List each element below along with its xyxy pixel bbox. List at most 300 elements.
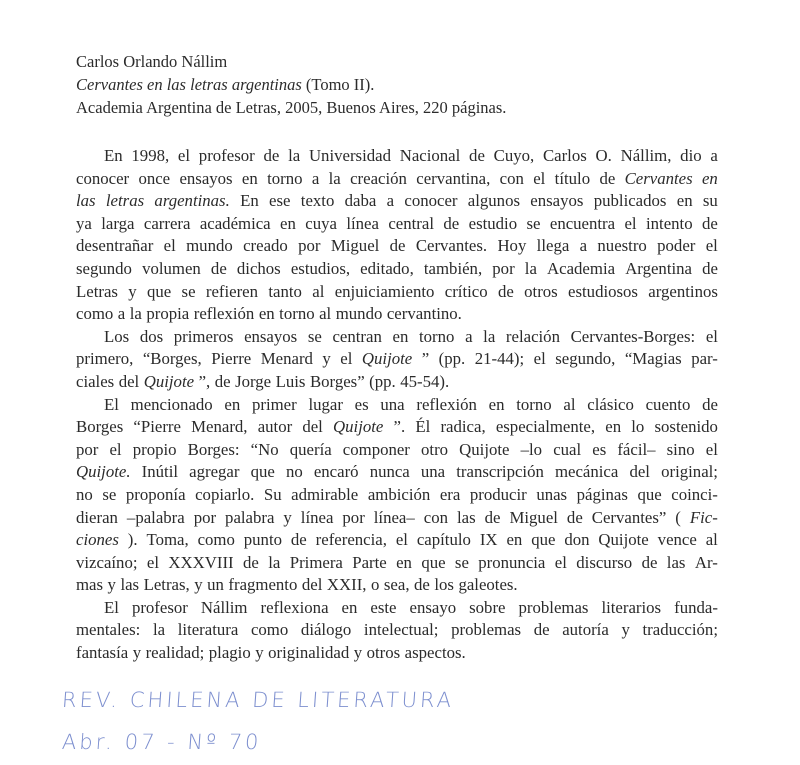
word: del <box>302 417 323 437</box>
paragraph <box>76 597 718 665</box>
text-line <box>76 642 718 665</box>
word: (pp. <box>369 371 396 391</box>
word: la <box>152 620 166 640</box>
word: que <box>421 552 446 572</box>
word: fantasía <box>76 643 129 663</box>
word: el <box>340 349 353 369</box>
word: profesor <box>131 597 188 617</box>
word: par- <box>691 349 718 369</box>
word: por <box>298 236 321 256</box>
word: central <box>388 213 434 233</box>
word: enjuiciamiento <box>334 281 435 301</box>
word: intelectual; <box>363 620 439 640</box>
word: traducción; <box>642 620 718 640</box>
word: o <box>371 575 380 595</box>
word: realidad; <box>145 643 205 663</box>
word: por <box>492 258 515 278</box>
word: ambición <box>367 484 431 504</box>
word: admirable <box>291 484 359 504</box>
word: de <box>533 620 550 640</box>
word: como <box>250 620 289 640</box>
word: problemas <box>451 620 522 640</box>
word: este <box>370 597 397 617</box>
word: mecánica <box>554 462 619 482</box>
word: de <box>497 281 514 301</box>
word: los <box>434 575 454 595</box>
word: la <box>268 552 281 572</box>
word: producir <box>469 484 527 504</box>
word: XXII, <box>326 575 367 595</box>
word: Quijote <box>143 371 195 391</box>
word: de <box>469 146 485 165</box>
word: mundo <box>335 304 383 324</box>
word: del <box>118 371 140 391</box>
word: Quijote <box>361 349 413 369</box>
word: Borges” <box>309 371 365 391</box>
word: original; <box>661 462 718 482</box>
word: de <box>702 394 718 414</box>
word: fácil– <box>617 439 656 459</box>
word: las <box>666 552 686 572</box>
word: relación <box>505 326 560 346</box>
word: Cervantes-Borges: <box>570 326 696 346</box>
paragraph <box>76 145 718 326</box>
word: Fic- <box>689 507 718 527</box>
word: nuestro <box>597 236 647 256</box>
word: palabra <box>225 507 275 527</box>
word: se <box>102 484 117 504</box>
word: originalidad <box>268 643 350 663</box>
word: con <box>423 507 448 527</box>
word: IX <box>479 530 498 550</box>
word: Su <box>263 484 282 504</box>
word: Miguel <box>330 236 380 256</box>
word: y <box>353 643 363 663</box>
word: mencionado <box>130 394 213 414</box>
word: componer <box>342 439 410 459</box>
word: 45-54). <box>400 371 450 391</box>
word: cual <box>553 439 582 459</box>
word: de <box>263 146 280 165</box>
word: ensayo <box>409 597 457 617</box>
book-title: Cervantes en las letras argentinas <box>76 75 302 94</box>
word: encaró <box>313 462 359 482</box>
text-line <box>76 326 718 349</box>
word: (pp. <box>438 349 466 369</box>
word: primer <box>251 394 297 414</box>
text-line <box>76 168 718 191</box>
text-line <box>76 416 718 439</box>
word: dio <box>680 146 702 165</box>
word: estudiosos <box>568 281 638 301</box>
word: Cervantes” <box>591 507 667 527</box>
word: como <box>76 304 114 324</box>
word: el <box>146 552 160 572</box>
word: título <box>554 168 591 188</box>
word: también, <box>423 258 483 278</box>
word: conocer <box>404 191 458 211</box>
text-line <box>76 303 718 326</box>
word: sea, <box>383 575 410 595</box>
word: Quijote. <box>76 462 131 482</box>
word: reflexiona <box>260 597 329 617</box>
word: daba <box>344 191 377 211</box>
word: por <box>342 507 365 527</box>
word: la <box>129 304 142 324</box>
word: en <box>341 597 358 617</box>
text-line <box>76 371 718 394</box>
word: se <box>307 326 322 346</box>
word: proponía <box>125 484 186 504</box>
word: estudios, <box>290 258 351 278</box>
word: Nacional <box>399 146 461 165</box>
word: Borges <box>76 417 124 437</box>
word: por <box>193 507 217 527</box>
word: el <box>624 213 637 233</box>
word: argentinas. <box>154 191 230 211</box>
word: literarios <box>601 597 662 617</box>
word: a <box>117 304 126 324</box>
word: “Borges, <box>142 349 202 369</box>
word: sobre <box>469 597 506 617</box>
text-line <box>76 484 718 507</box>
word: de <box>599 168 616 188</box>
word: Primera <box>289 552 343 572</box>
word: ciales <box>76 371 115 391</box>
word: como <box>197 530 235 550</box>
word: una <box>420 462 446 482</box>
word: no <box>285 462 303 482</box>
word: torno <box>418 326 455 346</box>
text-line <box>76 461 718 484</box>
word: cuya <box>305 213 337 233</box>
word: ”, <box>198 371 211 391</box>
paragraph <box>76 326 718 394</box>
word: Miguel <box>509 507 558 527</box>
word: coinci- <box>671 484 718 504</box>
word: y <box>132 643 142 663</box>
word: O. <box>595 146 612 165</box>
word: que <box>531 530 556 550</box>
word: El <box>104 394 119 414</box>
word: llega <box>536 236 570 256</box>
text-line <box>76 235 718 258</box>
text-line <box>76 507 718 530</box>
word: centran <box>332 326 382 346</box>
word: desentrañar <box>76 236 154 256</box>
word: el <box>705 326 718 346</box>
word: la <box>483 326 496 346</box>
word: aspectos. <box>404 643 466 663</box>
word: Toma, <box>146 530 189 550</box>
word: de <box>566 507 583 527</box>
word: el <box>705 439 718 459</box>
word: y <box>283 507 292 527</box>
word: Quijote <box>598 530 649 550</box>
word: poder <box>657 236 696 256</box>
paragraph <box>76 394 718 597</box>
text-line <box>76 190 718 213</box>
word: propia <box>146 304 190 324</box>
word: línea– <box>373 507 415 527</box>
word: reflexión <box>416 394 477 414</box>
book-author: Carlos Orlando Nállim <box>76 52 228 71</box>
text-line <box>76 529 718 552</box>
word: el <box>177 146 191 165</box>
word: el <box>109 439 122 459</box>
word: primero, <box>76 349 134 369</box>
word: el <box>533 168 546 188</box>
word: a <box>465 326 473 346</box>
word: texto <box>300 191 335 211</box>
word: ese <box>269 191 291 211</box>
word: refieren <box>205 281 259 301</box>
word: Academia <box>547 258 616 278</box>
word: intento <box>646 213 693 233</box>
word: ( <box>675 507 681 527</box>
word: de <box>290 530 307 550</box>
word: Argentina <box>625 258 692 278</box>
word: y <box>322 349 331 369</box>
word: don <box>564 530 590 550</box>
word: en <box>392 326 409 346</box>
word: quería <box>289 439 332 459</box>
text-line <box>76 619 718 642</box>
word: y <box>128 281 137 301</box>
word: torno <box>267 168 303 188</box>
word: capítulo <box>416 530 471 550</box>
word: unas <box>536 484 568 504</box>
word: Menard, <box>191 417 248 437</box>
word: Los <box>104 326 130 346</box>
word: línea <box>300 507 334 527</box>
word: que <box>250 462 275 482</box>
text-line <box>76 348 718 371</box>
text-line <box>76 394 718 417</box>
word: Quijote <box>459 439 510 459</box>
word: mentales: <box>76 620 141 640</box>
handwritten-note-issue: Abr. 07 - Nº 70 <box>61 730 263 754</box>
word: vence <box>657 530 697 550</box>
word: primeros <box>173 326 234 346</box>
word: Pierre <box>211 349 252 369</box>
word: se <box>181 281 196 301</box>
word: a <box>710 146 718 165</box>
word: “Pierre <box>133 417 181 437</box>
word: discurso <box>576 552 633 572</box>
word: argentinos <box>648 281 718 301</box>
word: en <box>224 394 241 414</box>
word: cervantino. <box>386 304 462 324</box>
word: de <box>214 371 231 391</box>
word: funda- <box>674 597 718 617</box>
word: al <box>705 530 718 550</box>
word: problemas <box>518 597 589 617</box>
word: dos <box>139 326 164 346</box>
word: nunca <box>369 462 410 482</box>
text-line <box>76 281 718 304</box>
word: Cervantes <box>624 168 693 188</box>
word: El <box>104 597 119 617</box>
word: 1998, <box>131 146 170 165</box>
word: Él <box>415 417 431 437</box>
word: –palabra <box>126 507 185 527</box>
word: era <box>439 484 461 504</box>
word: el <box>163 236 176 256</box>
word: 21-44); <box>474 349 525 369</box>
word: Cuyo, <box>493 146 535 165</box>
word: a <box>579 236 588 256</box>
word: al <box>312 281 325 301</box>
word: mas <box>76 575 104 595</box>
word: sostenido <box>654 417 718 437</box>
word: ensayos <box>530 191 584 211</box>
word: cuento <box>645 394 691 414</box>
word: volumen <box>142 258 201 278</box>
word: Luis <box>275 371 306 391</box>
word: radica, <box>440 417 486 437</box>
word: sino <box>666 439 695 459</box>
word: tanto <box>268 281 302 301</box>
word: es <box>592 439 607 459</box>
word: autor <box>257 417 293 437</box>
text-line <box>76 597 718 620</box>
word: las <box>76 191 96 211</box>
word: especialmente, <box>495 417 596 437</box>
word: y <box>194 575 203 595</box>
word: lo <box>631 417 645 437</box>
word: al <box>563 394 576 414</box>
word: diálogo <box>300 620 352 640</box>
word: estudio <box>468 213 518 233</box>
word: agregar <box>189 462 240 482</box>
word: una <box>380 394 405 414</box>
review-body <box>76 145 718 665</box>
word: Inútil <box>141 462 179 482</box>
word: en <box>241 168 258 188</box>
word: pronuncia <box>478 552 546 572</box>
word: ensayos <box>179 168 233 188</box>
word: de <box>210 258 227 278</box>
word: lugar <box>308 394 343 414</box>
word: en <box>605 417 622 437</box>
word: el <box>705 236 718 256</box>
word: En <box>104 146 123 165</box>
word: ciones <box>76 530 119 550</box>
word: otros <box>366 643 401 663</box>
word: Parte <box>352 552 387 572</box>
word: por <box>76 439 99 459</box>
word: de <box>484 507 501 527</box>
word: en <box>396 552 412 572</box>
word: que <box>637 484 662 504</box>
handwritten-note-journal: REV. CHILENA DE LITERATURA <box>61 688 455 712</box>
word: creación <box>350 168 407 188</box>
text-line <box>76 258 718 281</box>
word: XXXVIII <box>168 552 234 572</box>
word: de <box>702 213 718 233</box>
word: otros <box>524 281 558 301</box>
word: de <box>702 258 718 278</box>
word: en <box>676 191 693 211</box>
word: dichos <box>236 258 281 278</box>
word: el <box>554 552 567 572</box>
word: –lo <box>520 439 543 459</box>
word: a <box>311 168 320 188</box>
word: la <box>524 258 537 278</box>
word: Jorge <box>235 371 272 391</box>
word: ensayos <box>244 326 298 346</box>
word: de <box>443 213 460 233</box>
word: de <box>389 236 406 256</box>
word: que <box>146 281 172 301</box>
word: ” <box>421 349 430 369</box>
word: ). <box>127 530 138 550</box>
word: En <box>240 191 259 211</box>
word: literatura <box>177 620 239 640</box>
word: las <box>456 507 476 527</box>
word: Cervantes. <box>415 236 488 256</box>
word: letras <box>105 191 145 211</box>
word: el <box>395 530 408 550</box>
word: páginas <box>576 484 628 504</box>
word: Nállim, <box>620 146 672 165</box>
word: carrera <box>143 213 191 233</box>
word: del <box>301 575 323 595</box>
word: no <box>76 484 93 504</box>
word: y <box>107 575 116 595</box>
word: conocer <box>76 168 130 188</box>
word: Universidad <box>308 146 391 165</box>
word: creado <box>243 236 288 256</box>
text-line <box>76 145 718 168</box>
word: y <box>621 620 630 640</box>
word: de <box>641 552 658 572</box>
word: se <box>454 552 469 572</box>
word: es <box>354 394 369 414</box>
word: en <box>488 394 505 414</box>
word: editado, <box>360 258 414 278</box>
word: las <box>120 575 140 595</box>
word: propio <box>132 439 177 459</box>
word: en <box>701 168 718 188</box>
word: encuentra <box>549 213 616 233</box>
word: y <box>255 643 264 663</box>
text-line <box>76 552 718 575</box>
word: segundo, <box>555 349 616 369</box>
word: algunos <box>467 191 520 211</box>
word: Letras <box>76 281 118 301</box>
word: su <box>702 191 718 211</box>
word: publicados <box>593 191 667 211</box>
word: en <box>280 213 296 233</box>
word: once <box>138 168 171 188</box>
word: del <box>629 462 650 482</box>
word: referencia, <box>315 530 387 550</box>
word: la <box>288 146 301 165</box>
word: a <box>386 191 395 211</box>
word: “Magias <box>624 349 682 369</box>
word: cervantina, <box>416 168 491 188</box>
word: se <box>526 213 541 233</box>
book-publisher: Academia Argentina de Letras, 2005, Buenos Aires, 220 páginas. <box>76 98 507 117</box>
word: Carlos <box>542 146 587 165</box>
word: dieran <box>76 507 118 527</box>
text-line <box>76 213 718 236</box>
word: larga <box>101 213 135 233</box>
word: un <box>207 575 224 595</box>
word: académica <box>199 213 271 233</box>
